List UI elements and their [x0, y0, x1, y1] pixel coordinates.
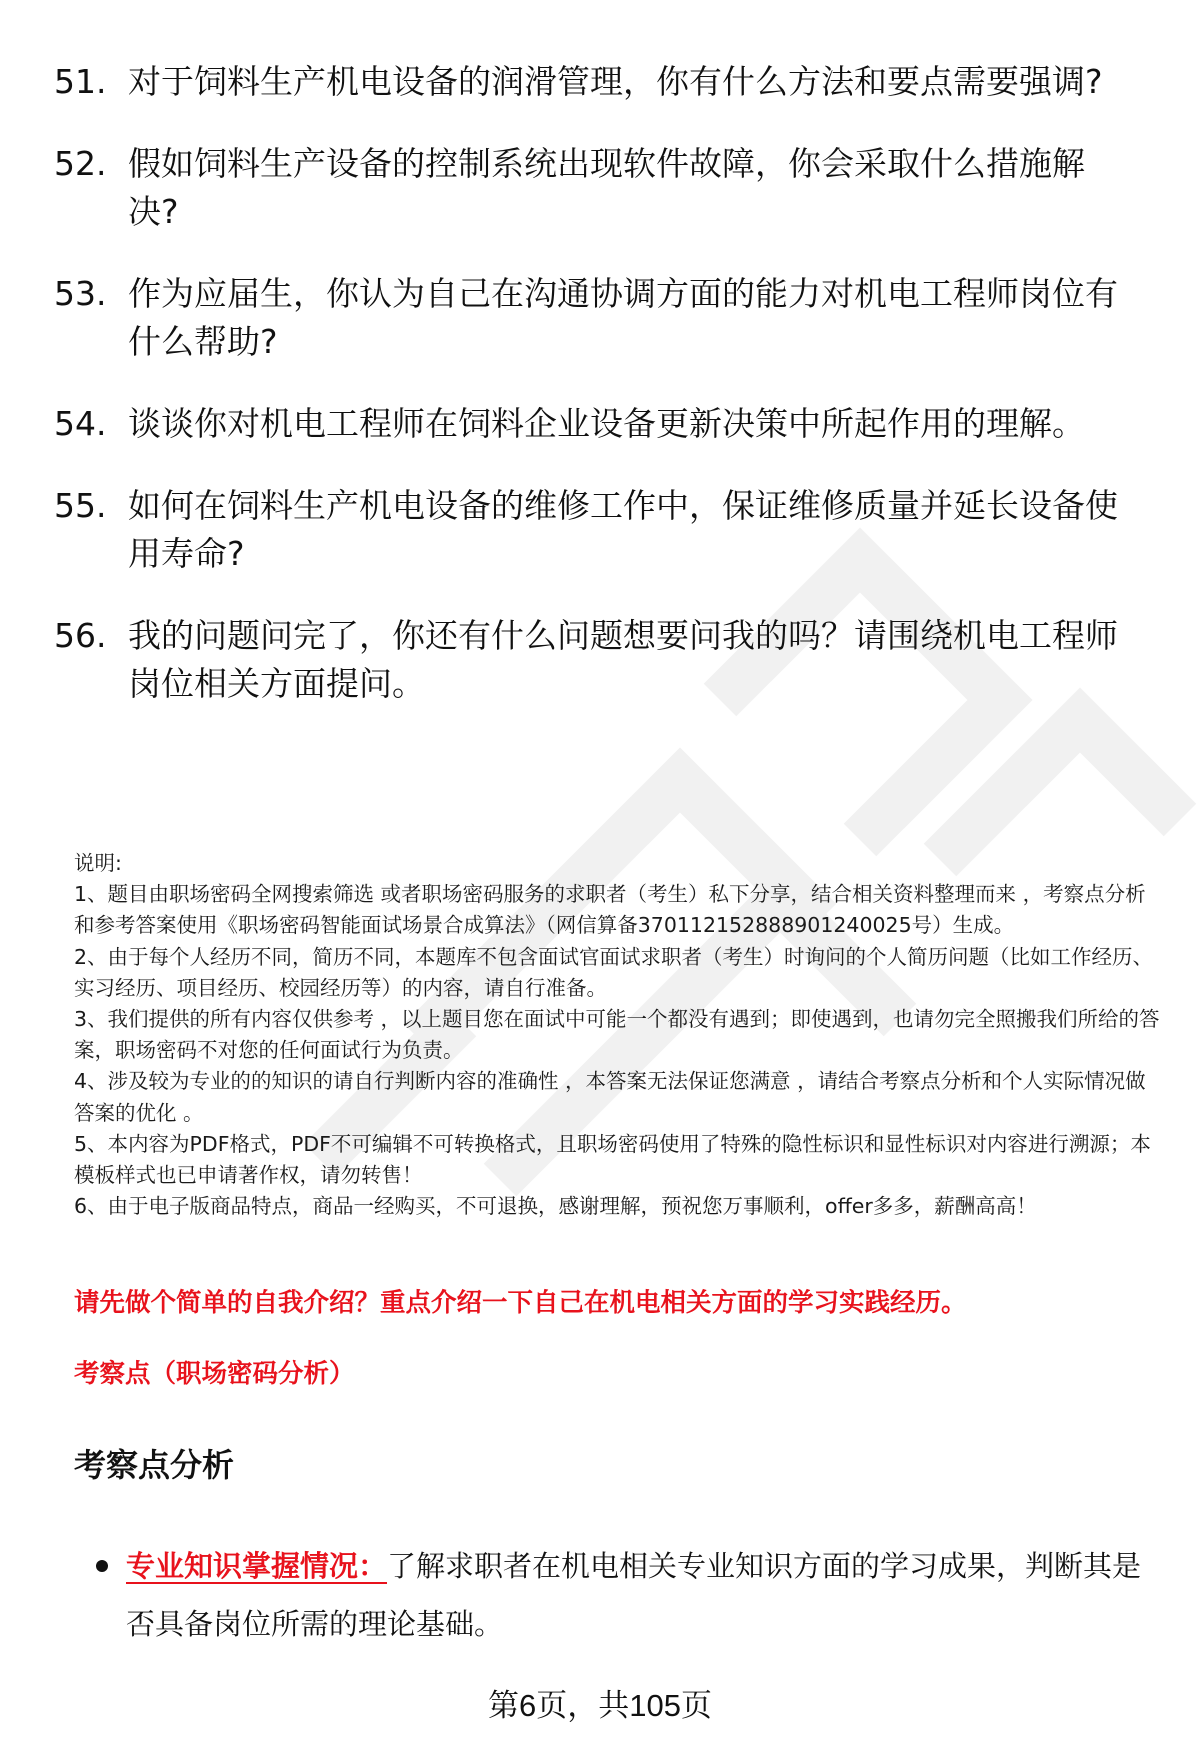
question-number: 51. [54, 62, 107, 101]
question-text: 谈谈你对机电工程师在饲料企业设备更新决策中所起作用的理解。 [128, 404, 1085, 443]
question-item [54, 400, 1154, 448]
analysis-label: 考察点（职场密码分析） [74, 1359, 355, 1389]
notes-title: 说明: [74, 851, 122, 875]
note-item: 4、涉及较为专业的的知识的请自行判断内容的准确性 ，本答案无法保证您满意 ，请结合考察点分析和个人实际情况做答案的优化 。 [74, 1069, 1146, 1125]
question-heading: 请先做个简单的自我介绍？重点介绍一下自己在机电相关方面的学习实践经历。 [74, 1288, 967, 1318]
question-text: 我的问题问完了，你还有什么问题想要问我的吗？请围绕机电工程师岗位相关方面提问。 [128, 616, 1118, 703]
question-item [54, 270, 1154, 366]
question-number: 54. [54, 404, 107, 443]
question-item [54, 140, 1154, 236]
question-text: 假如饲料生产设备的控制系统出现软件故障，你会采取什么措施解决? [128, 144, 1085, 231]
question-item [54, 58, 1154, 106]
question-item [54, 482, 1154, 578]
bullet-text: 了解求职者在机电相关专业知识方面的学习成果，判断其是否具备岗位所需的理论基础。 [126, 1549, 1142, 1641]
question-item [54, 612, 1154, 708]
note-item: 1、题目由职场密码全网搜索筛选 或者职场密码服务的求职者（考生）私下分享，结合相关资料整理而来 ，考察点分析和参考答案使用《职场密码智能面试场景合成算法》（网信算备370112152888901240025号）生成。 [74, 882, 1146, 938]
question-text: 对于饲料生产机电设备的润滑管理，你有什么方法和要点需要强调? [128, 62, 1103, 101]
page-indicator: 第6页，共105页 [488, 1688, 712, 1723]
question-text: 如何在饲料生产机电设备的维修工作中，保证维修质量并延长设备使用寿命? [128, 486, 1118, 573]
question-list [54, 58, 1154, 742]
disclaimer-notes [74, 848, 1164, 1222]
section-title: 考察点分析 [74, 1446, 235, 1484]
note-item: 6、由于电子版商品特点，商品一经购买，不可退换，感谢理解，预祝您万事顺利，offer多多，薪酬高高！ [74, 1194, 1037, 1219]
note-item: 5、本内容为PDF格式，PDF不可编辑不可转换格式，且职场密码使用了特殊的隐性标识和显性标识对内容进行溯源；本模板样式也已申请著作权，请勿转售！ [74, 1131, 1151, 1188]
question-number: 53. [54, 274, 107, 313]
question-number: 52. [54, 144, 107, 183]
question-number: 56. [54, 616, 107, 655]
question-number: 55. [54, 486, 107, 525]
note-item: 2、由于每个人经历不同，简历不同，本题库不包含面试官面试求职者（考生）时询问的个人简历问题（比如工作经历、实习经历、项目经历、校园经历等）的内容，请自行准备。 [74, 944, 1154, 1000]
note-item: 3、我们提供的所有内容仅供参考 ，以上题目您在面试中可能一个都没有遇到；即使遇到，也请勿完全照搬我们所给的答案，职场密码不对您的任何面试行为负责。 [74, 1007, 1160, 1063]
question-text: 作为应届生，你认为自己在沟通协调方面的能力对机电工程师岗位有什么帮助? [128, 274, 1118, 361]
analysis-bullet [96, 1537, 1156, 1653]
bullet-dot-icon [96, 1560, 108, 1572]
bullet-content [126, 1537, 1156, 1653]
bullet-label: 专业知识掌握情况： [126, 1549, 388, 1583]
